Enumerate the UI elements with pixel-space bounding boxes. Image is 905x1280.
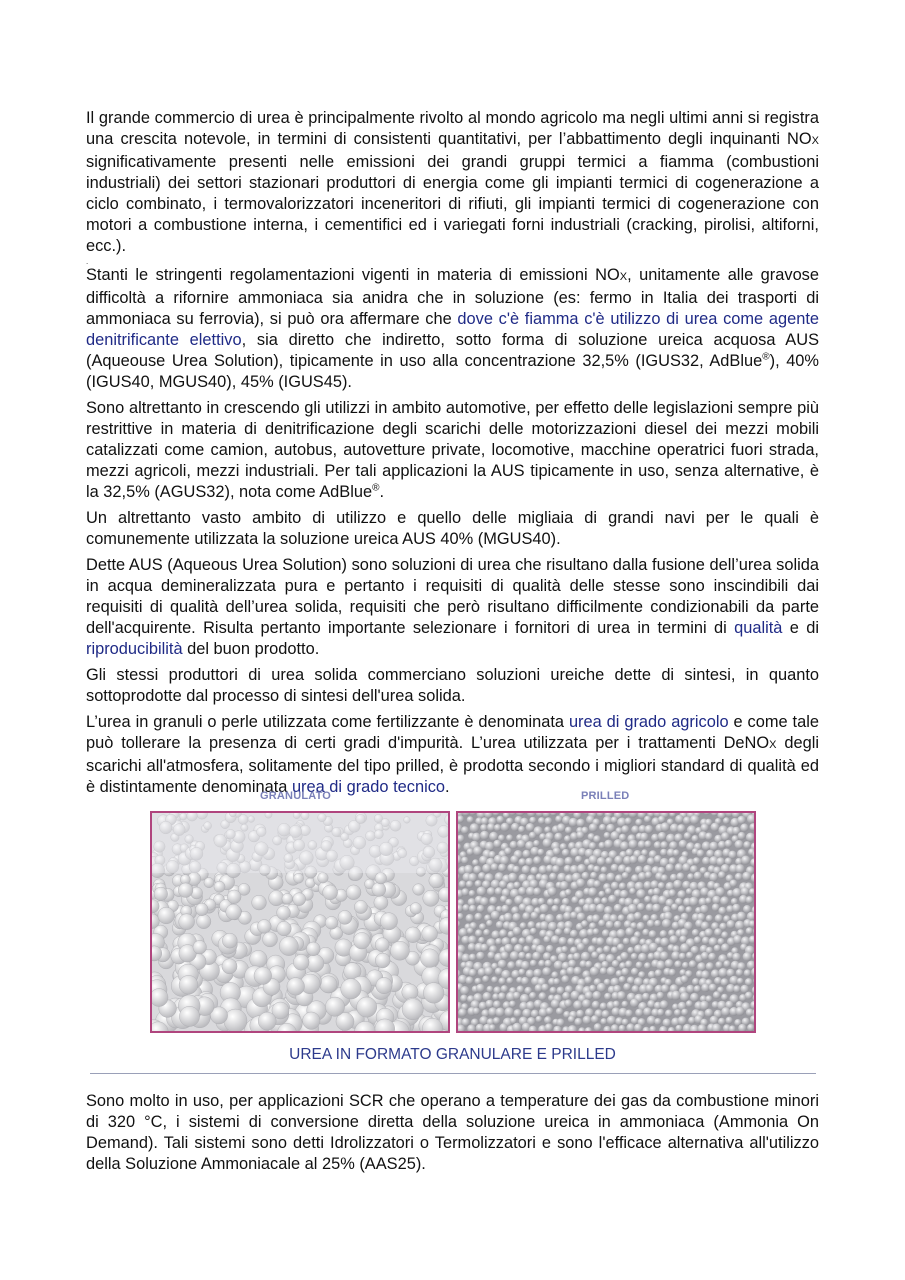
granulato-photo (150, 811, 450, 1033)
figure-title: UREA IN FORMATO GRANULARE E PRILLED (289, 1046, 616, 1063)
paragraph-2: Stanti le stringenti regolamentazioni vigenti in materia di emissioni NOX, unitamente alle gravose difficoltà a rifornire ammoniaca sia anidra che in soluzione (es: fermo in Italia dei trasporti di ammoniaca su ferrovia), si può ora affermare che dove c'è fiamma c'è utilizzo di urea come agente denitrificante elettivo, sia diretto che indiretto, sotto forma di soluzione ureica acquosa AUS (Aqueouse Urea Solution), tipicamente in uso alla concentrazione 32,5% (IGUS32, AdBlue®), 40% (IGUS40, MGUS40), 45% (IGUS45). (86, 266, 820, 391)
subscript-x: X (769, 739, 777, 751)
registered-mark: ® (372, 482, 380, 494)
granules-image (152, 813, 448, 1031)
document-body (86, 108, 819, 803)
highlighted-word-reproducibility: riproducibilità (86, 640, 183, 658)
urea-figure (150, 790, 756, 1034)
paragraph-6: Gli stessi produttori di urea solida commerciano soluzioni ureiche dette di sintesi, in quanto sottoprodotte dal processo di sintesi dell'urea solida. (86, 666, 819, 705)
registered-mark: ® (762, 351, 770, 363)
paragraph-7: L’urea in granuli o perle utilizzata come fertilizzante è denominata urea di grado agricolo e come tale può tollerare la presenza di certi gradi d'impurità. L’urea utilizzata per i trattamenti DeNOX degli scarichi all'atmosfera, solitamente del tipo prilled, è prodotta secondo i migliori standard di qualità ed è distintamente denominata urea di grado tecnico. (86, 713, 819, 796)
closing-paragraph-block (86, 1091, 819, 1180)
highlighted-phrase-technical: urea di grado tecnico (291, 778, 446, 796)
subscript-x: X (619, 271, 628, 283)
prills-image (458, 813, 754, 1031)
caption-prilled: PRILLED (581, 790, 630, 802)
subscript-x: X (811, 135, 819, 147)
prilled-photo (456, 811, 756, 1033)
paragraph-3: Sono altrettanto in crescendo gli utilizzi in ambito automotive, per effetto delle legislazioni sempre più restrittive in materia di denitrificazione degli scarichi delle motorizzazioni diesel dei mezzi mobili catalizzati come camion, autobus, autovetture private, locomotive, macchine operatrici fuori strada, mezzi agricoli, mezzi industriali. Per tali applicazioni la AUS tipicamente in uso, senza alternative, è la 32,5% (AGUS32), nota come AdBlue®. (86, 399, 819, 501)
paragraph-5: Dette AUS (Aqueous Urea Solution) sono soluzioni di urea che risultano dalla fusione dell’urea solida in acqua demineralizzata pura e pertanto i requisiti di qualità delle stesse sono inscindibili dai requisiti di qualità dell’urea solida, requisiti che però risultano difficilmente condizionabili da parte dell'acquirente. Risulta pertanto importante selezionare i fornitori di urea in termini di qualità e di riproducibilità del buon prodotto. (86, 556, 819, 658)
divider (90, 1073, 816, 1074)
highlighted-phrase-agricultural: urea di grado agricolo (568, 713, 729, 731)
stray-mark: . (86, 257, 89, 266)
caption-granulato: GRANULATO (260, 790, 332, 802)
highlighted-word-quality: qualità (734, 619, 783, 637)
highlighted-phrase: dove c'è fiamma c'è utilizzo di urea come agente denitrificante elettivo (86, 310, 819, 349)
paragraph-4: Un altrettanto vasto ambito di utilizzo e quello delle migliaia di grandi navi per le quali è comunemente utilizzata la soluzione ureica AUS 40% (MGUS40). (86, 509, 819, 548)
paragraph-8: Sono molto in uso, per applicazioni SCR che operano a temperature dei gas da combustione minori di 320 °C, i sistemi di conversione diretta della soluzione ureica in ammoniaca (Ammonia On Demand). Tali sistemi sono detti Idrolizzatori o Termolizzatori e sono l'efficace alternativa all'utilizzo della Soluzione Ammoniacale al 25% (AAS25). (86, 1092, 819, 1173)
paragraph-1: Il grande commercio di urea è principalmente rivolto al mondo agricolo ma negli ultimi anni si registra una crescita notevole, in termini di consistenti quantitativi, per l’abbattimento degli inquinanti NOX significativamente presenti nelle emissioni dei grandi gruppi termici a fiamma (combustioni industriali) dei settori stazionari produttori di energia come gli impianti termici di cogenerazione a ciclo combinato, i termovalorizzatori inceneritori di rifiuti, gli impianti termici di cogenerazione con motori a combustione interna, i cementifici ed i variegati forni industriali (cracking, pirolisi, altiforni, ecc.). (86, 109, 819, 255)
